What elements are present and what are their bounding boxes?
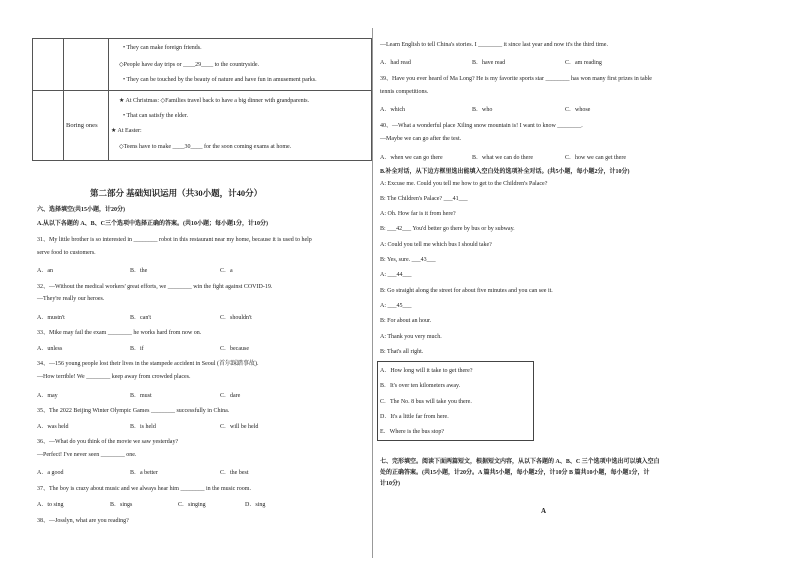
table-cell-blank: [33, 91, 64, 161]
table-line: ★ At Christmas: ◇Families travel back to have a big dinner with grandparents.: [119, 98, 310, 104]
question-32-cont: —They're really our heroes.: [37, 296, 105, 302]
table-line: ◇Teens have to make ____30____ for the soon coming exams at home.: [119, 144, 292, 150]
question-38: 38、—Josslyn, what are you reading?: [37, 518, 129, 524]
option: A．had read: [380, 60, 411, 66]
dialogue-line: B: The Children's Palace? ___41___: [380, 196, 468, 202]
option: A．when we can go there: [380, 155, 443, 161]
question-37: 37、The boy is crazy about music and we always hear him ________ in the music room.: [37, 486, 251, 492]
option: B．sings: [110, 502, 133, 508]
section-instruction: A.从以下各题的 A、B、C三个选项中选择正确的答案。(共10小题；每小题1分，计10分): [37, 221, 268, 227]
dialogue-line: B: Go straight along the street for about five minutes and you can see it.: [380, 288, 553, 294]
question-38-cont: —Learn English to tell China's stories. I ________ it since last year and now it's the third time.: [380, 42, 608, 48]
question-39-cont: tennis competitions.: [380, 89, 429, 95]
dialogue-line: B: For about an hour.: [380, 318, 432, 324]
row-label: Boring ones: [66, 122, 98, 129]
dialogue-line: B: That's all right.: [380, 349, 424, 355]
option: A．a good: [37, 470, 64, 476]
table-cell-label: [64, 91, 109, 161]
dialogue-line: A: Thank you very much.: [380, 334, 442, 340]
table-cell-blank: [33, 39, 64, 91]
question-31-cont: serve food to customers.: [37, 250, 96, 256]
option: C．a: [220, 268, 233, 274]
question-33: 33、Mike may fail the exam ________ he works hard from now on.: [37, 330, 202, 336]
section-instruction: 计10分): [380, 481, 400, 487]
option: A．to sing: [37, 502, 64, 508]
option: C．singing: [178, 502, 206, 508]
question-34: 34、—156 young people lost their lives in the stampede accident in Seoul (首尔踩踏事故).: [37, 361, 259, 367]
option: C．dare: [220, 393, 241, 399]
option: B．if: [130, 346, 144, 352]
option: B．is held: [130, 424, 156, 430]
option: B．can't: [130, 315, 152, 321]
dialogue-line: A: ___45___: [380, 303, 412, 309]
table-cell-blank: [64, 39, 109, 91]
option: A．which: [380, 107, 405, 113]
question-35: 35、The 2022 Beijing Winter Olympic Games ________ successfully in China.: [37, 408, 230, 414]
dialogue-line: A: Excuse me. Could you tell me how to get to the Children's Palace?: [380, 181, 548, 187]
events-table: [32, 38, 372, 161]
dialogue-line: A: Could you tell me which bus I should take?: [380, 242, 492, 248]
question-39: 39、Have you ever heard of Ma Long? He is my favorite sports star ________ has won many first prizes in table: [380, 76, 652, 82]
table-line: • That can satisfy the elder.: [123, 113, 188, 119]
table-line: ★ At Easter:: [111, 128, 142, 134]
box-option: B．It's over ten kilometers away.: [380, 383, 461, 389]
option: B．who: [472, 107, 493, 113]
question-40: 40、—What a wonderful place Xiling snow mountain is! I want to know ________.: [380, 123, 583, 129]
part-title: 第二部分 基础知识运用（共30小题，计40分）: [90, 188, 263, 198]
box-option: D．It's a little far from here.: [380, 414, 449, 420]
option: D．sing: [245, 502, 266, 508]
option: A．was held: [37, 424, 69, 430]
option: B．have read: [472, 60, 506, 66]
option: C．because: [220, 346, 249, 352]
option: C．whose: [565, 107, 591, 113]
table-line: • They can be touched by the beauty of nature and have fun in amusement parks.: [123, 77, 317, 83]
option: B．the: [130, 268, 148, 274]
section-instruction: B.补全对话，从下边方框里选出能填入空白处的选项补全对话。(共5小题，每小题2分，计10分): [380, 169, 630, 175]
section-heading: 六、选择填空(共15小题，计20分): [37, 207, 125, 213]
option: C．shouldn't: [220, 315, 252, 321]
dialogue-line: B: ___42___ You'd better go there by bus or by subway.: [380, 226, 515, 232]
box-option: E．Where is the bus stop?: [380, 429, 444, 435]
table-cell-row1: [109, 39, 372, 91]
column-divider: [372, 28, 373, 558]
option: B．must: [130, 393, 152, 399]
passage-label: A: [541, 507, 547, 515]
question-36-cont: —Perfect! I've never seen ________ one.: [37, 452, 137, 458]
question-32: 32、—Without the medical workers' great efforts, we ________ win the fight against COVID-19.: [37, 284, 273, 290]
box-option: C．The No. 8 bus will take you there.: [380, 399, 472, 405]
dialogue-line: A: ___44___: [380, 272, 412, 278]
table-line: • They can make foreign friends.: [123, 45, 202, 51]
table-cell-row2: [109, 91, 372, 161]
dialogue-line: B: Yes, sure. ___43___: [380, 257, 436, 263]
table-line: ◇People have day trips or ____29____ to the countryside.: [119, 62, 260, 68]
option: A．an: [37, 268, 53, 274]
question-40-cont: —Maybe we can go after the test.: [380, 136, 462, 142]
option: C．how we can get there: [565, 155, 626, 161]
option: B．a better: [130, 470, 158, 476]
box-option: A．How long will it take to get there?: [380, 368, 473, 374]
option: A．mustn't: [37, 315, 65, 321]
question-34-cont: —How terrible! We ________ keep away from crowded places.: [37, 374, 191, 380]
option: C．will be held: [220, 424, 259, 430]
dialogue-line: A: Oh. How far is it from here?: [380, 211, 456, 217]
option: A．may: [37, 393, 58, 399]
section-instruction: 七、完形填空。阅读下面两篇短文，根据短文内容，从以下各题的 A、B、C 三个选项中选出可以填入空白: [380, 459, 660, 465]
option: C．am reading: [565, 60, 602, 66]
option: A．unless: [37, 346, 63, 352]
question-31: 31、My little brother is so interested in ________ robot in this restaurant near my home, because it is used to help: [37, 237, 312, 243]
section-instruction: 处的正确答案。(共15小题，计20分。A 篇共5小题，每小题2分，计10分 B 篇共10小题，每小题1分，计: [380, 470, 650, 476]
option: B．what we can do there: [472, 155, 533, 161]
question-36: 36、—What do you think of the movie we saw yesterday?: [37, 439, 179, 445]
option: C．the best: [220, 470, 249, 476]
